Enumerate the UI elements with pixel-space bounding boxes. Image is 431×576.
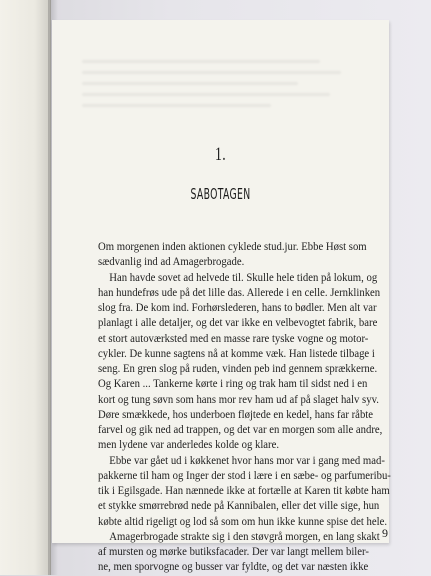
text-line: Ebbe var gået ud i køkkenet hvor hans mor var i gang med mad- (109, 454, 385, 467)
book-page (52, 20, 391, 574)
chapter-title: SABOTAGEN (190, 185, 251, 203)
text-line: sædvanlig ind ad Amagerbrogade. (98, 256, 245, 269)
text-line: Amagerbrogade strakte sig i den støvgrå morgen, en lang skakt (109, 530, 380, 543)
text-line: et stort autoværksted med en masse rare tyske vogne og motor- (98, 332, 369, 345)
text-line: af mursten og mørke butiksfacader. Der var langt mellem biler- (98, 546, 369, 558)
text-line: cykler. De kunne sagtens nå at komme væk. Han listede tilbage i (98, 347, 375, 360)
text-line: farvel og gik ned ad trappen, og det var en morgen som alle andre, (98, 424, 383, 436)
page-number: 9 (382, 526, 388, 540)
text-line: seng. En gren slog på ruden, vinden peb ind gennem sprækkerne. (98, 363, 378, 375)
text-line: Døre smækkede, hos underboen fløjtede en kedel, hans far råbte (98, 408, 374, 421)
text-line: men lydene var anderledes kolde og klare. (98, 439, 280, 452)
text-line: Om morgenen inden aktionen cyklede stud.jur. Ebbe Høst som (98, 241, 367, 253)
text-line: Han havde sovet ad helvede til. Skulle hele tiden på lokum, og (109, 271, 378, 284)
text-line: han hundefrøs ude på det lille das. Allerede i en celle. Jernklinken (98, 286, 381, 299)
text-line: Og Karen ... Tankerne kørte i ring og trak ham til sidst ned i en (98, 378, 368, 391)
facing-page-edge (0, 0, 51, 575)
text-line: pakkerne til ham og Inger der stod i lære i en sæbe- og parfumeribu- (98, 469, 391, 482)
text-line: tik i Egilsgade. Han nænnede ikke at fortælle at Karen tit købte ham (98, 485, 390, 497)
text-line: planlagt i alle detaljer, og det var ikke en velbevogtet fabrik, bare (98, 317, 378, 330)
body-text (98, 240, 391, 576)
show-through-text (82, 60, 352, 120)
text-line: slog fra. De kom ind. Forhørslederen, hans to bødler. Men alt var (98, 302, 377, 314)
text-line: et stykke smørrebrød nede på Kannibalen, eller det ville sige, hun (98, 500, 380, 513)
chapter-number: 1. (215, 144, 226, 165)
text-line: ne, men sporvogne og busser var fyldte, og det var næsten ikke (98, 561, 369, 574)
text-line: kort og tung søvn som hans mor rev ham ud af på slaget halv syv. (98, 393, 379, 406)
text-line: købte altid rigeligt og lod så som om hun ikke kunne spise det hele. (98, 515, 388, 528)
